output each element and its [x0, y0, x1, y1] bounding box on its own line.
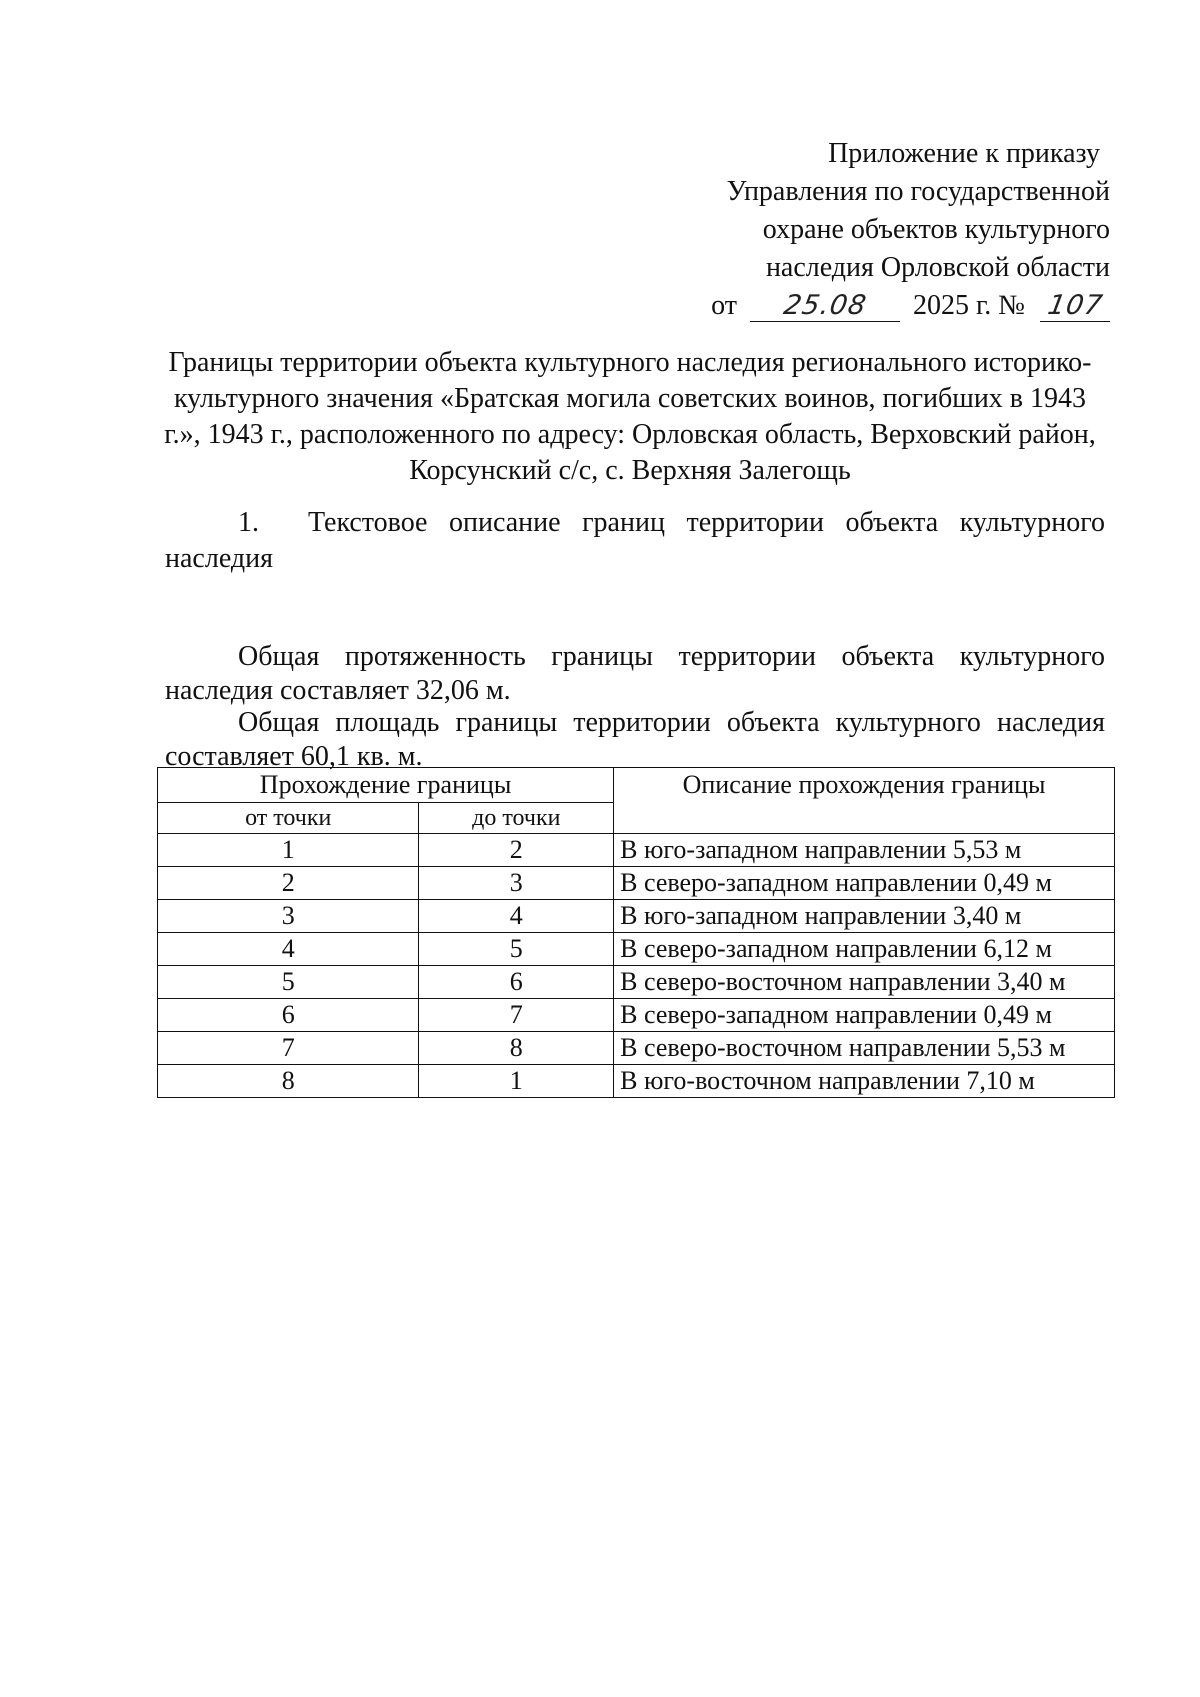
description-cell: В северо-восточном направлении 3,40 м — [614, 966, 1115, 999]
from-point-cell: 5 — [158, 966, 419, 999]
from-label: от — [711, 290, 737, 321]
section-number: 1. — [238, 507, 259, 538]
table-row — [158, 999, 1115, 1032]
area-paragraph: Общая площадь границы территории объекта культурного наследия составляет 60,1 кв. м. — [165, 707, 1105, 772]
table-row — [158, 1032, 1115, 1065]
approval-line-3: охране объектов культурного — [762, 214, 1110, 245]
from-point-cell: 3 — [158, 900, 419, 933]
approval-line-4: наследия Орловской области — [765, 252, 1110, 283]
date-field — [750, 291, 900, 322]
description-cell: В северо-восточном направлении 5,53 м — [614, 1032, 1115, 1065]
to-point-cell: 1 — [419, 1065, 614, 1098]
from-point-cell: 6 — [158, 999, 419, 1032]
to-point-cell: 3 — [419, 867, 614, 900]
to-point-cell: 6 — [419, 966, 614, 999]
to-point-cell: 4 — [419, 900, 614, 933]
length-paragraph: Общая протяженность границы территории объекта культурного наследия составляет 32,06 м. — [165, 641, 1105, 706]
from-point-cell: 2 — [158, 867, 419, 900]
header-boundary-passage: Прохождение границы — [158, 768, 614, 803]
table-row — [158, 867, 1115, 900]
section-heading — [165, 505, 1105, 577]
approval-block — [590, 135, 1110, 325]
to-point-cell: 5 — [419, 933, 614, 966]
description-cell: В северо-западном направлении 0,49 м — [614, 867, 1115, 900]
table-row — [158, 900, 1115, 933]
section-text: Текстовое описание границ территории объекта культурного наследия — [165, 507, 1105, 574]
from-point-cell: 7 — [158, 1032, 419, 1065]
to-point-cell: 2 — [419, 834, 614, 867]
description-cell: В юго-западном направлении 3,40 м — [614, 900, 1115, 933]
description-cell: В юго-западном направлении 5,53 м — [614, 834, 1115, 867]
table-row — [158, 1065, 1115, 1098]
header-to-point: до точки — [419, 803, 614, 834]
description-cell: В северо-западном направлении 6,12 м — [614, 933, 1115, 966]
from-point-cell: 1 — [158, 834, 419, 867]
description-cell: В северо-западном направлении 0,49 м — [614, 999, 1115, 1032]
boundary-table — [157, 767, 1115, 1098]
handwritten-number: 107 — [1045, 290, 1106, 321]
header-description: Описание прохождения границы — [614, 768, 1115, 834]
year-text: 2025 г. № — [912, 290, 1025, 321]
table-row — [158, 834, 1115, 867]
approval-line-1: Приложение к приказу — [828, 138, 1100, 169]
to-point-cell: 8 — [419, 1032, 614, 1065]
header-from-point: от точки — [158, 803, 419, 834]
table-row — [158, 966, 1115, 999]
description-cell: В юго-восточном направлении 7,10 м — [614, 1065, 1115, 1098]
handwritten-date: 25.08 — [781, 290, 869, 321]
number-field — [1040, 291, 1110, 322]
document-title: Границы территории объекта культурного наследия регионального историко-культурного значения «Братская могила советских воинов, погибших в 1943 г.», 1943 г., расположенного по адресу: Орловская область, Верховский район, Корсунский с/с, с. Верхняя Залегощь — [164, 347, 1096, 486]
approval-line-2: Управления по государственной — [726, 176, 1110, 207]
from-point-cell: 4 — [158, 933, 419, 966]
table-row — [158, 933, 1115, 966]
approval-date-line — [590, 287, 1110, 325]
to-point-cell: 7 — [419, 999, 614, 1032]
from-point-cell: 8 — [158, 1065, 419, 1098]
